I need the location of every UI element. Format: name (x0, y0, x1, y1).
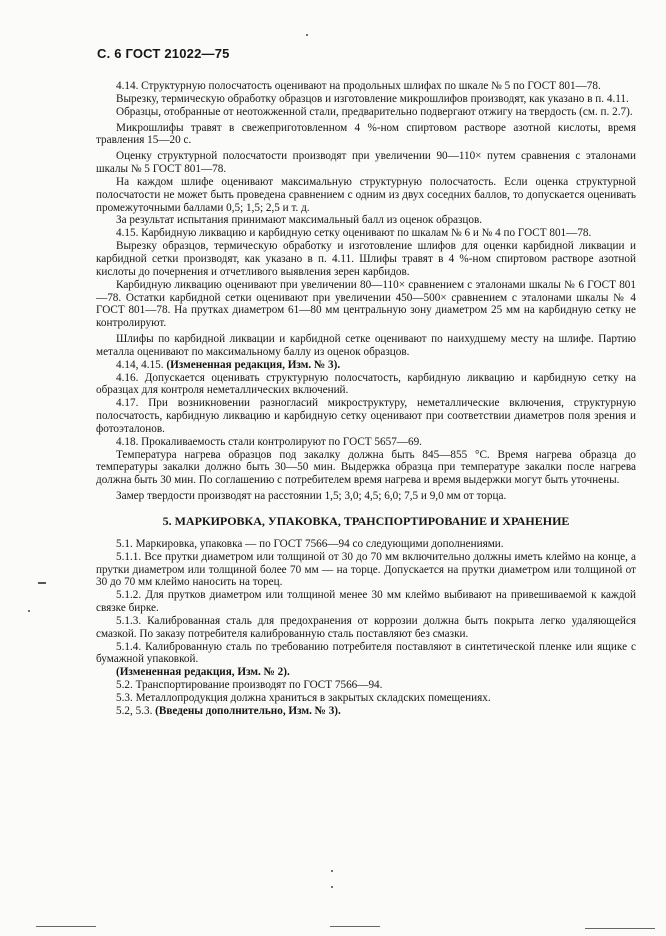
paragraph: 4.15. Карбидную ликвацию и карбидную сетку оценивают по шкалам № 6 и № 4 по ГОСТ 801—78. (116, 227, 592, 240)
paragraph: 5.1.1. Все прутки диаметром или толщиной от 30 до 70 мм включительно должны иметь клеймо на конце, а прутки диаметром или толщиной более 70 мм — на торце. Допускается на прутки диаметром или толщиной от 30 до 70 мм клеймо наносить на торец. (96, 550, 636, 589)
section-5-title: 5. МАРКИРОВКА, УПАКОВКА, ТРАНСПОРТИРОВАНИЕ И ХРАНЕНИЕ (162, 514, 570, 528)
page-header: С. 6 ГОСТ 21022—75 (97, 46, 230, 61)
amendment-note: 4.14, 4.15. (Измененная редакция, Изм. № 3). (116, 358, 341, 371)
paragraph: Шлифы по карбидной ликвации и карбидной сетке оценивают по наихудшему месту на шлифе. Партию металла оценивают по максимальному баллу из оценок образцов. (96, 333, 636, 358)
paragraph: 5.1.4. Калиброванную сталь по требованию потребителя поставляют в синтетической пленке или ящике с бумажной упаковкой. (96, 640, 636, 666)
scan-speck (331, 870, 333, 872)
paragraph: 4.17. При возникновении разногласий микроструктуру, неметаллические включения, структурную полосчатость, карбидную ликвацию и карбидную сетку оценивают при соответствии диаметров поля зрения и фотоэталонов. (96, 397, 636, 435)
paragraph: 5.2. Транспортирование производят по ГОСТ 7566—94. (116, 679, 383, 692)
paragraph: Вырезку образцов, термическую обработку и изготовление шлифов для оценки карбидной ликвации и карбидной сетки производят, как указано в п. 4.11. Шлифы травят в 4 %-ном спиртовом растворе азотной кислоты до почернения и отчетливого выявления зерен карбидов. (96, 240, 636, 278)
scan-speck (306, 34, 308, 36)
paragraph: 4.16. Допускается оценивать структурную полосчатость, карбидную ликвацию и карбидную сетку на образцах для контроля неметаллических включений. (96, 371, 636, 397)
paragraph: Образцы, отобранные от неотожженной стали, предварительно подвергают отжигу на твердость (см. п. 2.7). (116, 105, 633, 118)
paragraph: Микрошлифы травят в свежеприготовленном 4 %-ном спиртовом растворе азотной кислоты, время травления 15—20 с. (96, 121, 636, 147)
scan-speck (331, 886, 333, 888)
paragraph: 5.1.2. Для прутков диаметром или толщиной менее 30 мм клеймо выбивают на привешиваемой к каждой связке бирке. (96, 589, 636, 615)
scan-edge-line (585, 928, 655, 929)
paragraph: 5.3. Металлопродукция должна храниться в закрытых складских помещениях. (116, 691, 491, 704)
paragraph: За результат испытания принимают максимальный балл из оценок образцов. (116, 214, 483, 227)
amendment-note: (Измененная редакция, Изм. № 2). (116, 666, 290, 679)
paragraph: 5.1. Маркировка, упаковка — по ГОСТ 7566—94 со следующими дополнениями. (116, 537, 504, 550)
paragraph: Замер твердости производят на расстоянии 1,5; 3,0; 4,5; 6,0; 7,5 и 9,0 мм от торца. (116, 490, 507, 503)
paragraph: На каждом шлифе оценивают максимальную структурную полосчатость. Если оценка структурной полосчатости не может быть проведена сравнением с одним из двух соседних баллов, то допускается оценивать промежуточными баллами 0,5; 1,5; 2,5 и т. д. (96, 175, 636, 214)
paragraph: Температура нагрева образцов под закалку должна быть 845—855 °С. Время нагрева образца до температуры закалки должно быть 30—50 мин. Выдержка образца при температуре закалки после нагрева должна быть 30 мин. По соглашению с потребителем время нагрева и время выдержки могут быть уточнены. (96, 448, 636, 487)
document-body (96, 80, 636, 718)
scan-mark (38, 582, 46, 584)
scan-edge-line (330, 926, 380, 927)
paragraph: 5.1.3. Калиброванная сталь для предохранения от коррозии должна быть покрыта легко удаляющейся смазкой. По заказу потребителя калиброванную сталь поставляют без смазки. (96, 614, 636, 640)
paragraph: 4.14. Структурную полосчатость оценивают на продольных шлифах по шкале № 5 по ГОСТ 801—78. (116, 80, 601, 92)
paragraph: Оценку структурной полосчатости производят при увеличении 90—110× путем сравнения с эталонами шкалы № 5 ГОСТ 801—78. (96, 150, 636, 176)
paragraph: 4.18. Прокаливаемость стали контролируют по ГОСТ 5657—69. (116, 435, 422, 448)
amendment-note: 5.2, 5.3. (Введены дополнительно, Изм. № 3). (116, 704, 341, 717)
paragraph: Вырезку, термическую обработку образцов и изготовление микрошлифов производят, как указано в п. 4.11. (116, 92, 629, 105)
scan-edge-line (36, 926, 96, 927)
scan-speck (28, 610, 30, 612)
paragraph: Карбидную ликвацию оценивают при увеличении 80—110× сравнением с эталонами шкалы № 6 ГОСТ 801—78. Остатки карбидной сетки оценивают при увеличении 450—500× сравнением с эталонами шкалы № 4 ГОСТ 801—78. На прутках диаметром 61—80 мм центральную зону диаметром 25 мм на карбидную сетку не контролируют. (96, 278, 636, 330)
